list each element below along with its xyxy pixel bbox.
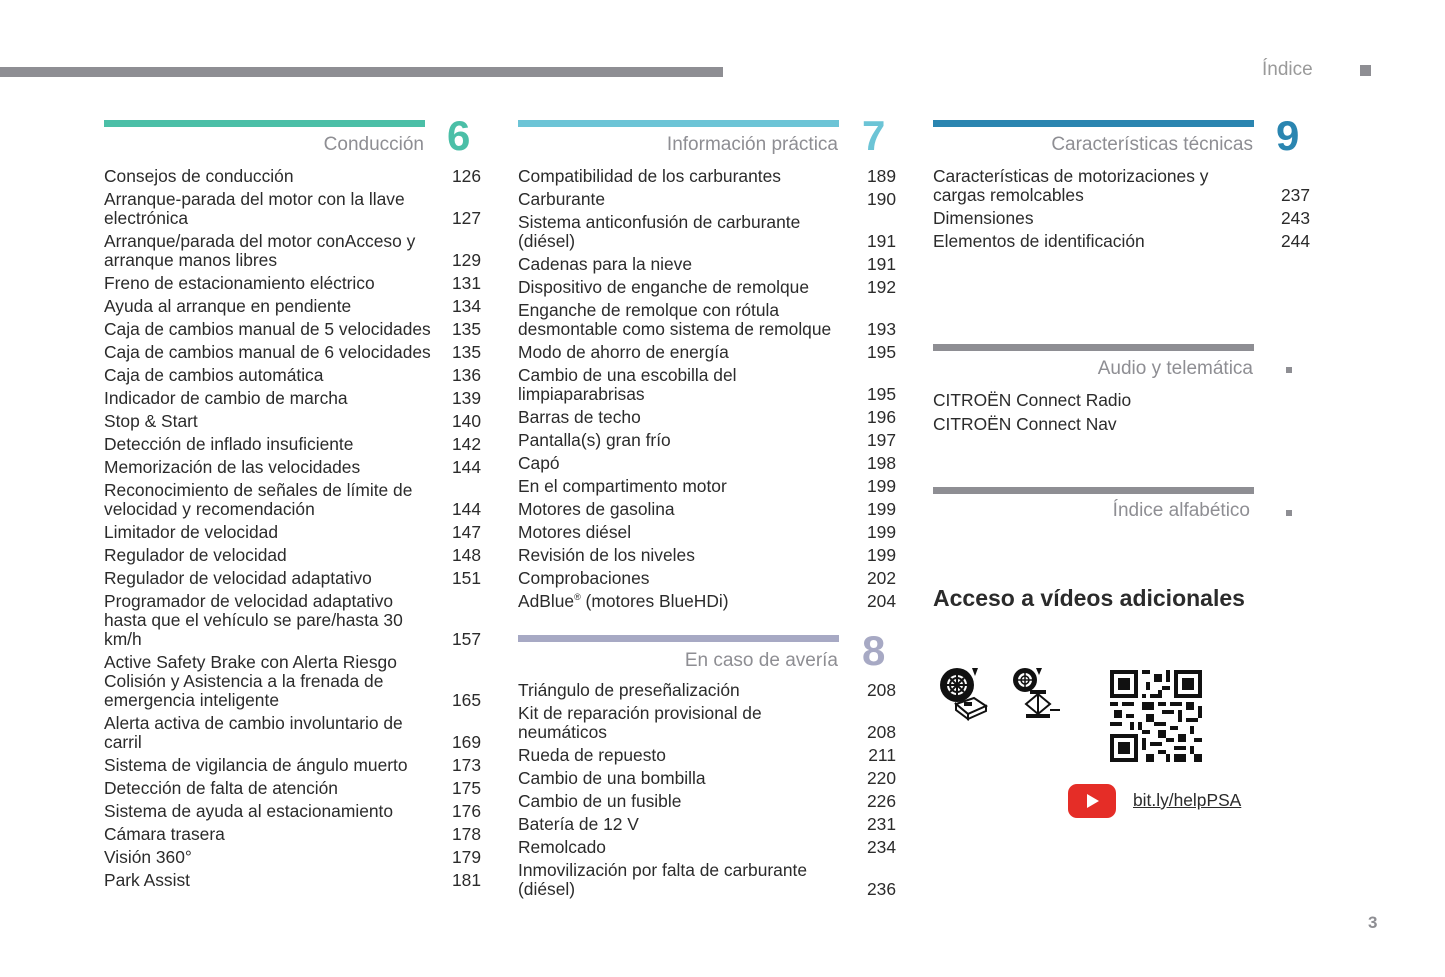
toc-item-title: Caja de cambios automática [104, 365, 324, 385]
toc-item-title: Cambio de una bombilla [518, 768, 706, 788]
qr-code-icon[interactable] [1110, 670, 1202, 762]
toc-item-page: 136 [451, 365, 481, 385]
toc-item-page: 127 [451, 208, 481, 228]
toc-item-title: Stop & Start [104, 411, 198, 431]
toc-item[interactable] [104, 297, 481, 316]
toc-item-title: En el compartimento motor [518, 476, 727, 496]
tyre-repair-kit-icon [938, 666, 990, 722]
toc-item-title: Cambio de una escobilla del limpiaparabrisas [518, 365, 737, 404]
toc-item[interactable] [518, 454, 896, 473]
toc-item-page: 191 [866, 231, 896, 251]
toc-item-title: Comprobaciones [518, 568, 650, 588]
toc-item-title: Cámara trasera [104, 824, 225, 844]
toc-item-page: 226 [866, 791, 896, 811]
alfabetico-section-square-icon [1286, 510, 1292, 516]
section-7-title: Información práctica [666, 134, 838, 155]
toc-item-title: Enganche de remolque con rótula desmontable como sistema de remolque [518, 300, 832, 339]
toc-item-title: Sistema de vigilancia de ángulo muerto [104, 755, 408, 775]
toc-item[interactable] [104, 458, 481, 477]
toc-item[interactable] [518, 301, 896, 339]
toc-item-page: 237 [1280, 185, 1310, 205]
toc-item-page: 202 [866, 568, 896, 588]
toc-item-page: 176 [451, 801, 481, 821]
toc-item[interactable] [518, 523, 896, 542]
videos-title: Acceso a vídeos adicionales [933, 585, 1245, 611]
toc-item-page: 220 [866, 768, 896, 788]
toc-item[interactable] [518, 477, 896, 496]
toc-item[interactable] [104, 848, 481, 867]
toc-item-page: 175 [451, 778, 481, 798]
toc-item-title: Sistema de ayuda al estacionamiento [104, 801, 394, 821]
toc-item-title: Inmovilización por falta de carburante (diésel) [518, 860, 808, 899]
toc-item-page: 208 [866, 722, 896, 742]
alfabetico-section-bar [933, 487, 1254, 494]
toc-item[interactable] [104, 343, 481, 362]
toc-item-title: Características de motorizaciones y cargas remolcables [933, 166, 1209, 205]
toc-item-title: Motores de gasolina [518, 499, 675, 519]
toc-item-title: Consejos de conducción [104, 166, 294, 186]
toc-item[interactable] [104, 481, 481, 519]
toc-item[interactable] [104, 366, 481, 385]
toc-item-title: Regulador de velocidad [104, 545, 287, 565]
toc-item-title: Park Assist [104, 870, 191, 890]
toc-item-title: Freno de estacionamiento eléctrico [104, 273, 375, 293]
toc-item[interactable] [518, 769, 896, 788]
toc-item[interactable] [933, 232, 1310, 251]
toc-item[interactable] [104, 412, 481, 431]
toc-item-title: Detección de falta de atención [104, 778, 338, 798]
toc-item[interactable] [104, 592, 481, 649]
toc-item-page: 189 [866, 166, 896, 186]
toc-item[interactable] [104, 756, 481, 775]
toc-item-page: 129 [451, 250, 481, 270]
audio-item-nav[interactable]: CITROËN Connect Nav [933, 414, 1117, 434]
section-7-number: 7 [862, 112, 886, 159]
alfabetico-section-title: Índice alfabético [1112, 500, 1250, 521]
toc-item-page: 243 [1280, 208, 1310, 228]
section-7-bar [518, 120, 839, 127]
toc-item-title: Detección de inflado insuficiente [104, 434, 354, 454]
audio-section-title: Audio y telemática [1097, 358, 1253, 379]
toc-item[interactable] [104, 653, 481, 710]
toc-list-caracteristicas [933, 167, 1310, 255]
toc-item[interactable] [518, 431, 896, 450]
toc-item[interactable] [104, 190, 481, 228]
toc-item[interactable] [518, 213, 896, 251]
toc-item-title: Caja de cambios manual de 6 velocidades [104, 342, 431, 362]
section-8-bar [518, 635, 839, 642]
toc-item-page: 142 [451, 434, 481, 454]
toc-item-title: Triángulo de preseñalización [518, 680, 740, 700]
toc-item-title: Indicador de cambio de marcha [104, 388, 348, 408]
toc-item-page: 181 [451, 870, 481, 890]
toc-item[interactable] [518, 815, 896, 834]
toc-item[interactable] [518, 167, 896, 186]
toc-item-title: Elementos de identificación [933, 231, 1145, 251]
toc-item-page: 151 [451, 568, 481, 588]
toc-item-title: Regulador de velocidad adaptativo [104, 568, 372, 588]
toc-item-title: Remolcado [518, 837, 606, 857]
help-video-link[interactable]: bit.ly/helpPSA [1133, 790, 1242, 810]
toc-item-page: 139 [451, 388, 481, 408]
toc-item[interactable] [104, 802, 481, 821]
toc-item-page: 199 [866, 545, 896, 565]
toc-list-averia [518, 681, 896, 903]
toc-item-title: Carburante [518, 189, 606, 209]
toc-item-title: Pantalla(s) gran frío [518, 430, 671, 450]
toc-item-page: 157 [451, 629, 481, 649]
toc-item-page: 126 [451, 166, 481, 186]
toc-item-page: 178 [451, 824, 481, 844]
toc-item-title: Modo de ahorro de energía [518, 342, 729, 362]
header-index-label: Índice [1262, 59, 1313, 80]
toc-item[interactable] [104, 389, 481, 408]
toc-item-title: Ayuda al arranque en pendiente [104, 296, 352, 316]
toc-item-page: 165 [451, 690, 481, 710]
toc-item-page: 135 [451, 319, 481, 339]
section-6-number: 6 [447, 112, 471, 159]
toc-item-title: Arranque/parada del motor conAcceso y arranque manos libres [104, 231, 416, 270]
toc-item[interactable] [518, 366, 896, 404]
toc-item-page: 144 [451, 457, 481, 477]
toc-item-page: 197 [866, 430, 896, 450]
toc-item[interactable] [104, 546, 481, 565]
toc-item[interactable] [104, 714, 481, 752]
toc-item-page: 192 [866, 277, 896, 297]
toc-item[interactable] [518, 704, 896, 742]
spare-wheel-jack-icon [1008, 666, 1062, 720]
toc-item-title: Capó [518, 453, 560, 473]
toc-item-page: 231 [866, 814, 896, 834]
toc-item-title: Dimensiones [933, 208, 1034, 228]
audio-section-square-icon [1286, 367, 1292, 373]
toc-item[interactable] [104, 523, 481, 542]
toc-item-title: Revisión de los niveles [518, 545, 695, 565]
toc-item-page: 140 [451, 411, 481, 431]
toc-item[interactable] [518, 255, 896, 274]
toc-item-page: 147 [451, 522, 481, 542]
section-6-bar [104, 120, 425, 127]
toc-item-page: 198 [866, 453, 896, 473]
toc-item-page: 195 [866, 384, 896, 404]
toc-item-title: Cambio de un fusible [518, 791, 682, 811]
toc-item[interactable] [104, 320, 481, 339]
toc-item[interactable] [518, 190, 896, 209]
header-square-icon [1360, 65, 1371, 76]
toc-item-title: Motores diésel [518, 522, 632, 542]
toc-item-title: Rueda de repuesto [518, 745, 666, 765]
toc-item-title: Active Safety Brake con Alerta Riesgo Colisión y Asistencia a la frenada de emergencia inteligente [104, 652, 397, 710]
toc-item[interactable] [518, 500, 896, 519]
toc-item[interactable] [518, 838, 896, 857]
toc-item[interactable] [104, 167, 481, 186]
toc-item[interactable] [518, 546, 896, 565]
toc-item-title: Arranque-parada del motor con la llave electrónica [104, 189, 405, 228]
page-number: 3 [1368, 913, 1378, 932]
toc-item[interactable] [104, 232, 481, 270]
toc-item-page: 148 [451, 545, 481, 565]
section-8-number: 8 [862, 627, 886, 674]
toc-list-conduccion [104, 167, 481, 894]
toc-item-page: 135 [451, 342, 481, 362]
toc-item-page: 199 [866, 476, 896, 496]
toc-item-page: 190 [866, 189, 896, 209]
toc-item[interactable] [518, 408, 896, 427]
section-8-title: En caso de avería [684, 650, 838, 671]
toc-item-page: 179 [451, 847, 481, 867]
toc-item-title: Memorización de las velocidades [104, 457, 361, 477]
toc-item-title: Visión 360° [104, 847, 192, 867]
toc-item[interactable] [104, 274, 481, 293]
registered-mark: ® [574, 592, 581, 602]
toc-item[interactable] [104, 569, 481, 588]
toc-item-title: Alerta activa de cambio involuntario de carril [104, 713, 403, 752]
toc-item-page: 199 [866, 499, 896, 519]
toc-item[interactable] [518, 861, 896, 899]
youtube-icon[interactable] [1068, 784, 1116, 818]
audio-item-radio[interactable]: CITROËN Connect Radio [933, 390, 1132, 410]
toc-item-title: Compatibilidad de los carburantes [518, 166, 781, 186]
toc-item[interactable] [104, 871, 481, 890]
toc-item-page: 208 [866, 680, 896, 700]
toc-item-page: 211 [868, 745, 896, 765]
toc-item-page: 134 [451, 296, 481, 316]
toc-item-page: 191 [866, 254, 896, 274]
toc-item-title: Barras de techo [518, 407, 641, 427]
toc-item[interactable] [518, 681, 896, 700]
toc-item-page: 131 [451, 273, 481, 293]
audio-list [933, 391, 1253, 439]
toc-item[interactable] [518, 343, 896, 362]
toc-item-page: 169 [451, 732, 481, 752]
toc-item-page: 234 [866, 837, 896, 857]
header-bar [0, 67, 723, 77]
toc-item-title: Sistema anticonfusión de carburante (diésel) [518, 212, 801, 251]
audio-section-bar [933, 344, 1254, 351]
toc-item-page: 244 [1280, 231, 1310, 251]
toc-item[interactable] [104, 435, 481, 454]
toc-item[interactable] [104, 779, 481, 798]
toc-item[interactable] [518, 569, 896, 588]
toc-item[interactable] [518, 278, 896, 297]
toc-item-title: Dispositivo de enganche de remolque [518, 277, 809, 297]
toc-item-page: 173 [451, 755, 481, 775]
toc-item-page: 193 [866, 319, 896, 339]
toc-item[interactable] [933, 167, 1310, 205]
toc-item-title: Batería de 12 V [518, 814, 639, 834]
toc-item-page: 144 [451, 499, 481, 519]
toc-item[interactable] [933, 209, 1310, 228]
toc-item-page: 195 [866, 342, 896, 362]
toc-item[interactable] [518, 746, 896, 765]
toc-item-title: Kit de reparación provisional de neumáticos [518, 703, 762, 742]
toc-item-title: Reconocimiento de señales de límite de velocidad y recomendación [104, 480, 413, 519]
toc-item-page: 199 [866, 522, 896, 542]
toc-item-page: 236 [866, 879, 896, 899]
toc-item-page: 204 [866, 591, 896, 611]
toc-item[interactable] [518, 592, 896, 611]
toc-list-info-practica [518, 167, 896, 615]
section-9-bar [933, 120, 1254, 127]
toc-item-title: Caja de cambios manual de 5 velocidades [104, 319, 431, 339]
section-9-number: 9 [1276, 112, 1300, 159]
section-6-title: Conducción [323, 134, 424, 155]
toc-item-title: Limitador de velocidad [104, 522, 279, 542]
toc-item-title: Programador de velocidad adaptativo hasta que el vehículo se pare/hasta 30 km/h [104, 591, 403, 649]
toc-item-title: AdBlue® (motores BlueHDi) [518, 591, 729, 611]
toc-item[interactable] [104, 825, 481, 844]
toc-item[interactable] [518, 792, 896, 811]
section-9-title: Características técnicas [1051, 134, 1253, 155]
toc-item-page: 196 [866, 407, 896, 427]
toc-item-title: Cadenas para la nieve [518, 254, 693, 274]
